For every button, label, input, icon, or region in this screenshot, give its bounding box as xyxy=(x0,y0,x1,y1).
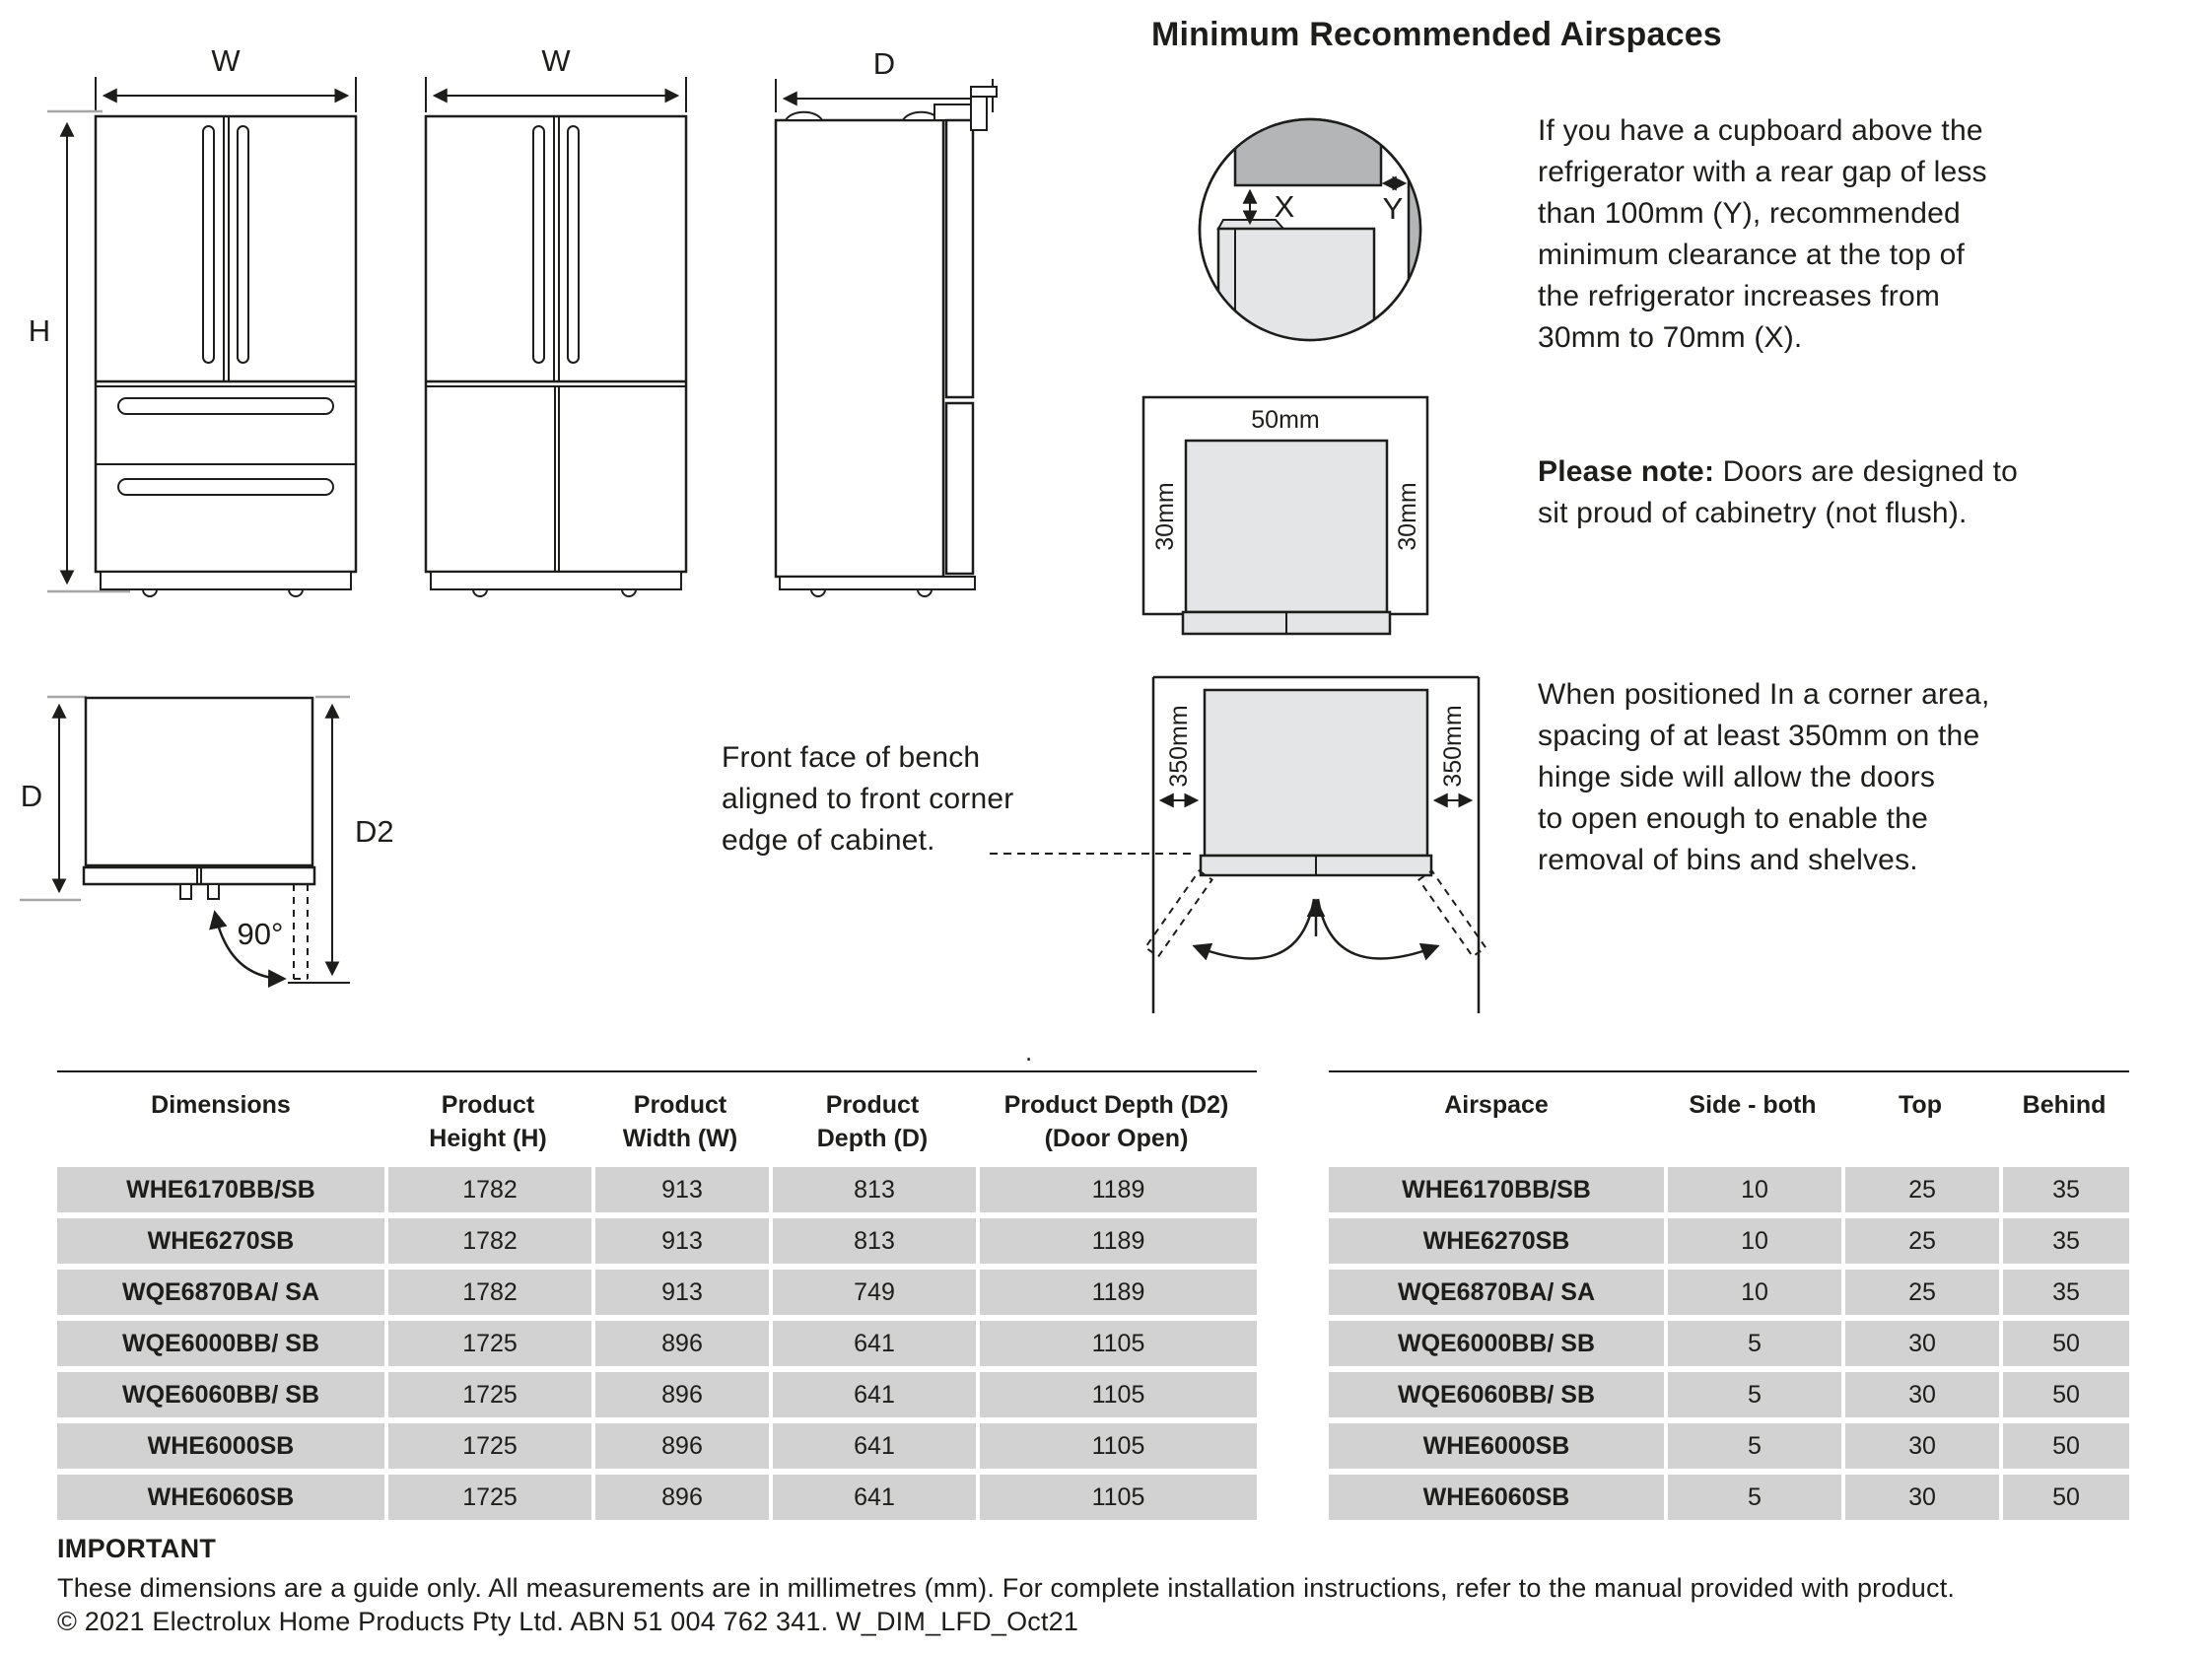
model-cell: WHE6060SB xyxy=(57,1475,384,1520)
depth2-cell: 1105 xyxy=(976,1321,1257,1366)
model-cell: WHE6270SB xyxy=(1329,1218,1664,1264)
note-line-1 xyxy=(1538,451,2018,493)
depth-cell: 641 xyxy=(769,1475,976,1520)
side-view-diagram xyxy=(776,46,997,596)
text-line: Front face of bench xyxy=(722,741,981,774)
width-cell: 896 xyxy=(591,1423,769,1469)
depth2-cell: 1105 xyxy=(976,1423,1257,1469)
side-gap-label-right: 30mm xyxy=(1394,482,1421,551)
bench-alignment-callout xyxy=(722,737,1013,861)
height-cell: 1725 xyxy=(384,1475,591,1520)
behind-cell: 50 xyxy=(1999,1423,2129,1469)
depth-cell: 813 xyxy=(769,1218,976,1264)
text-line: spacing of at least 350mm on the xyxy=(1538,720,1980,752)
header-line: (Door Open) xyxy=(1044,1125,1189,1152)
text-line: minimum clearance at the top of xyxy=(1538,239,1966,271)
depth2-cell: 1189 xyxy=(976,1270,1257,1315)
model-cell: WHE6170BB/SB xyxy=(57,1167,384,1212)
column-header xyxy=(1999,1088,2129,1155)
doors-proud-note xyxy=(1538,451,2018,534)
depth-cell: 813 xyxy=(769,1167,976,1212)
header-line: Top xyxy=(1899,1091,1942,1119)
depth2-cell: 1189 xyxy=(976,1218,1257,1264)
footer-disclaimer: These dimensions are a guide only. All measurements are in millimetres (mm). For complete installation instructions, refer to the manual provided with product. xyxy=(57,1573,1956,1603)
header-line: Behind xyxy=(2022,1091,2107,1119)
depth2-label: D2 xyxy=(355,814,394,849)
text-line: removal of bins and shelves. xyxy=(1538,844,1918,876)
note-lead-in: Please note: xyxy=(1538,455,1715,488)
top-gap-label: 50mm xyxy=(1251,406,1320,434)
model-cell: WHE6060SB xyxy=(1329,1475,1664,1520)
column-header xyxy=(384,1088,591,1155)
top-cell: 30 xyxy=(1841,1321,1999,1366)
side-cell: 5 xyxy=(1664,1423,1841,1469)
column-header xyxy=(57,1088,384,1155)
model-cell: WQE6870BA/ SA xyxy=(57,1270,384,1315)
behind-cell: 35 xyxy=(1999,1270,2129,1315)
airspace-clearance-diagram xyxy=(1143,397,1427,634)
top-cell: 30 xyxy=(1841,1423,1999,1469)
text-line: the refrigerator increases from xyxy=(1538,280,1941,312)
header-line: Side - both xyxy=(1689,1091,1817,1119)
header-line xyxy=(1329,1122,1664,1155)
table-row xyxy=(1329,1423,2129,1469)
corner-gap-label-left: 350mm xyxy=(1165,705,1193,788)
front-view-french-door-drawers-diagram xyxy=(29,43,356,596)
side-cell: 10 xyxy=(1664,1167,1841,1212)
table-row xyxy=(1329,1321,2129,1366)
behind-cell: 50 xyxy=(1999,1321,2129,1366)
table-row xyxy=(57,1321,1257,1366)
width-cell: 913 xyxy=(591,1167,769,1212)
height-cell: 1725 xyxy=(384,1321,591,1366)
cupboard-clearance-circle-diagram xyxy=(1200,94,1436,352)
door-angle-label: 90° xyxy=(237,917,284,951)
header-line xyxy=(57,1122,384,1155)
text-line: edge of cabinet. xyxy=(722,824,935,857)
side-gap-label-left: 30mm xyxy=(1151,482,1179,551)
header-line xyxy=(1999,1122,2129,1155)
depth-cell: 749 xyxy=(769,1270,976,1315)
height-label: H xyxy=(28,313,51,348)
table-row xyxy=(1329,1372,2129,1417)
header-line: Product xyxy=(633,1091,727,1119)
table-row xyxy=(1329,1475,2129,1520)
column-header xyxy=(1664,1088,1841,1155)
model-cell: WHE6170BB/SB xyxy=(1329,1167,1664,1212)
behind-cell: 50 xyxy=(1999,1372,2129,1417)
text-line: to open enough to enable the xyxy=(1538,802,1928,835)
depth-cell: 641 xyxy=(769,1423,976,1469)
model-cell: WQE6000BB/ SB xyxy=(57,1321,384,1366)
note-rest: Doors are designed to xyxy=(1714,455,2019,488)
front-view-four-door-diagram xyxy=(426,43,686,596)
header-line: Product xyxy=(825,1091,920,1119)
height-cell: 1782 xyxy=(384,1167,591,1212)
dimensions-table-body xyxy=(57,1167,1257,1520)
x-clearance-label: X xyxy=(1274,189,1295,224)
dimensions-table xyxy=(57,1070,1257,1526)
corner-positioning-paragraph xyxy=(1538,674,1990,881)
depth-cell: 641 xyxy=(769,1372,976,1417)
header-line xyxy=(1664,1122,1841,1155)
column-header xyxy=(769,1088,976,1155)
width-label: W xyxy=(541,43,571,78)
width-label: W xyxy=(211,43,241,78)
depth2-cell: 1189 xyxy=(976,1167,1257,1212)
side-cell: 5 xyxy=(1664,1475,1841,1520)
text-line: aligned to front corner xyxy=(722,783,1014,815)
page-title: Minimum Recommended Airspaces xyxy=(1151,16,1722,53)
airspace-table xyxy=(1329,1070,2129,1526)
model-cell: WQE6060BB/ SB xyxy=(57,1372,384,1417)
width-cell: 913 xyxy=(591,1270,769,1315)
model-cell: WQE6000BB/ SB xyxy=(1329,1321,1664,1366)
table-row xyxy=(57,1475,1257,1520)
side-cell: 5 xyxy=(1664,1372,1841,1417)
table-row xyxy=(57,1167,1257,1212)
text-line: If you have a cupboard above the xyxy=(1538,114,1983,147)
depth-cell: 641 xyxy=(769,1321,976,1366)
header-line: Product Depth (D2) xyxy=(1003,1091,1229,1119)
side-cell: 10 xyxy=(1664,1218,1841,1264)
side-cell: 5 xyxy=(1664,1321,1841,1366)
header-line: Airspace xyxy=(1444,1091,1549,1119)
width-cell: 913 xyxy=(591,1218,769,1264)
note-line-2: sit proud of cabinetry (not flush). xyxy=(1538,497,1968,529)
airspace-table-header xyxy=(1329,1070,2129,1167)
corner-gap-label-right: 350mm xyxy=(1439,705,1467,788)
header-line: Product xyxy=(441,1091,535,1119)
text-line: 30mm to 70mm (X). xyxy=(1538,321,1803,354)
width-cell: 896 xyxy=(591,1372,769,1417)
header-line: Height (H) xyxy=(429,1125,547,1152)
table-row xyxy=(57,1423,1257,1469)
corner-positioning-diagram xyxy=(990,677,1486,1013)
column-header xyxy=(591,1088,769,1155)
top-cell: 25 xyxy=(1841,1218,1999,1264)
column-header xyxy=(976,1088,1257,1155)
depth-label: D xyxy=(20,779,43,813)
model-cell: WQE6870BA/ SA xyxy=(1329,1270,1664,1315)
dimensions-table-header xyxy=(57,1070,1257,1167)
model-cell: WHE6000SB xyxy=(57,1423,384,1469)
height-cell: 1782 xyxy=(384,1218,591,1264)
top-cell: 30 xyxy=(1841,1475,1999,1520)
behind-cell: 50 xyxy=(1999,1475,2129,1520)
header-line: Width (W) xyxy=(622,1125,738,1152)
top-cell: 30 xyxy=(1841,1372,1999,1417)
stray-period: . xyxy=(1025,1037,1033,1067)
model-cell: WHE6000SB xyxy=(1329,1423,1664,1469)
model-cell: WHE6270SB xyxy=(57,1218,384,1264)
header-line xyxy=(1841,1122,1999,1155)
height-cell: 1725 xyxy=(384,1423,591,1469)
text-line: When positioned In a corner area, xyxy=(1538,678,1990,711)
table-row xyxy=(57,1218,1257,1264)
behind-cell: 35 xyxy=(1999,1218,2129,1264)
table-row xyxy=(1329,1270,2129,1315)
height-cell: 1782 xyxy=(384,1270,591,1315)
top-cell: 25 xyxy=(1841,1167,1999,1212)
side-cell: 10 xyxy=(1664,1270,1841,1315)
table-row xyxy=(57,1372,1257,1417)
top-view-door-swing-diagram xyxy=(20,697,394,983)
text-line: hinge side will allow the doors xyxy=(1538,761,1936,793)
footer-copyright: © 2021 Electrolux Home Products Pty Ltd. ABN 51 004 762 341. W_DIM_LFD_Oct21 xyxy=(57,1607,1079,1636)
header-line: Depth (D) xyxy=(816,1125,929,1152)
model-cell: WQE6060BB/ SB xyxy=(1329,1372,1664,1417)
depth-label: D xyxy=(872,46,896,81)
header-line: Dimensions xyxy=(151,1091,291,1119)
height-cell: 1725 xyxy=(384,1372,591,1417)
cupboard-clearance-paragraph xyxy=(1538,110,1987,359)
table-row xyxy=(57,1270,1257,1315)
behind-cell: 35 xyxy=(1999,1167,2129,1212)
top-cell: 25 xyxy=(1841,1270,1999,1315)
important-heading: IMPORTANT xyxy=(57,1534,217,1563)
text-line: than 100mm (Y), recommended xyxy=(1538,197,1961,230)
text-line: refrigerator with a rear gap of less xyxy=(1538,156,1987,188)
table-row xyxy=(1329,1218,2129,1264)
column-header xyxy=(1329,1088,1664,1155)
column-header xyxy=(1841,1088,1999,1155)
width-cell: 896 xyxy=(591,1475,769,1520)
airspace-table-body xyxy=(1329,1167,2129,1520)
depth2-cell: 1105 xyxy=(976,1372,1257,1417)
y-clearance-label: Y xyxy=(1382,191,1404,226)
table-row xyxy=(1329,1167,2129,1212)
width-cell: 896 xyxy=(591,1321,769,1366)
depth2-cell: 1105 xyxy=(976,1475,1257,1520)
